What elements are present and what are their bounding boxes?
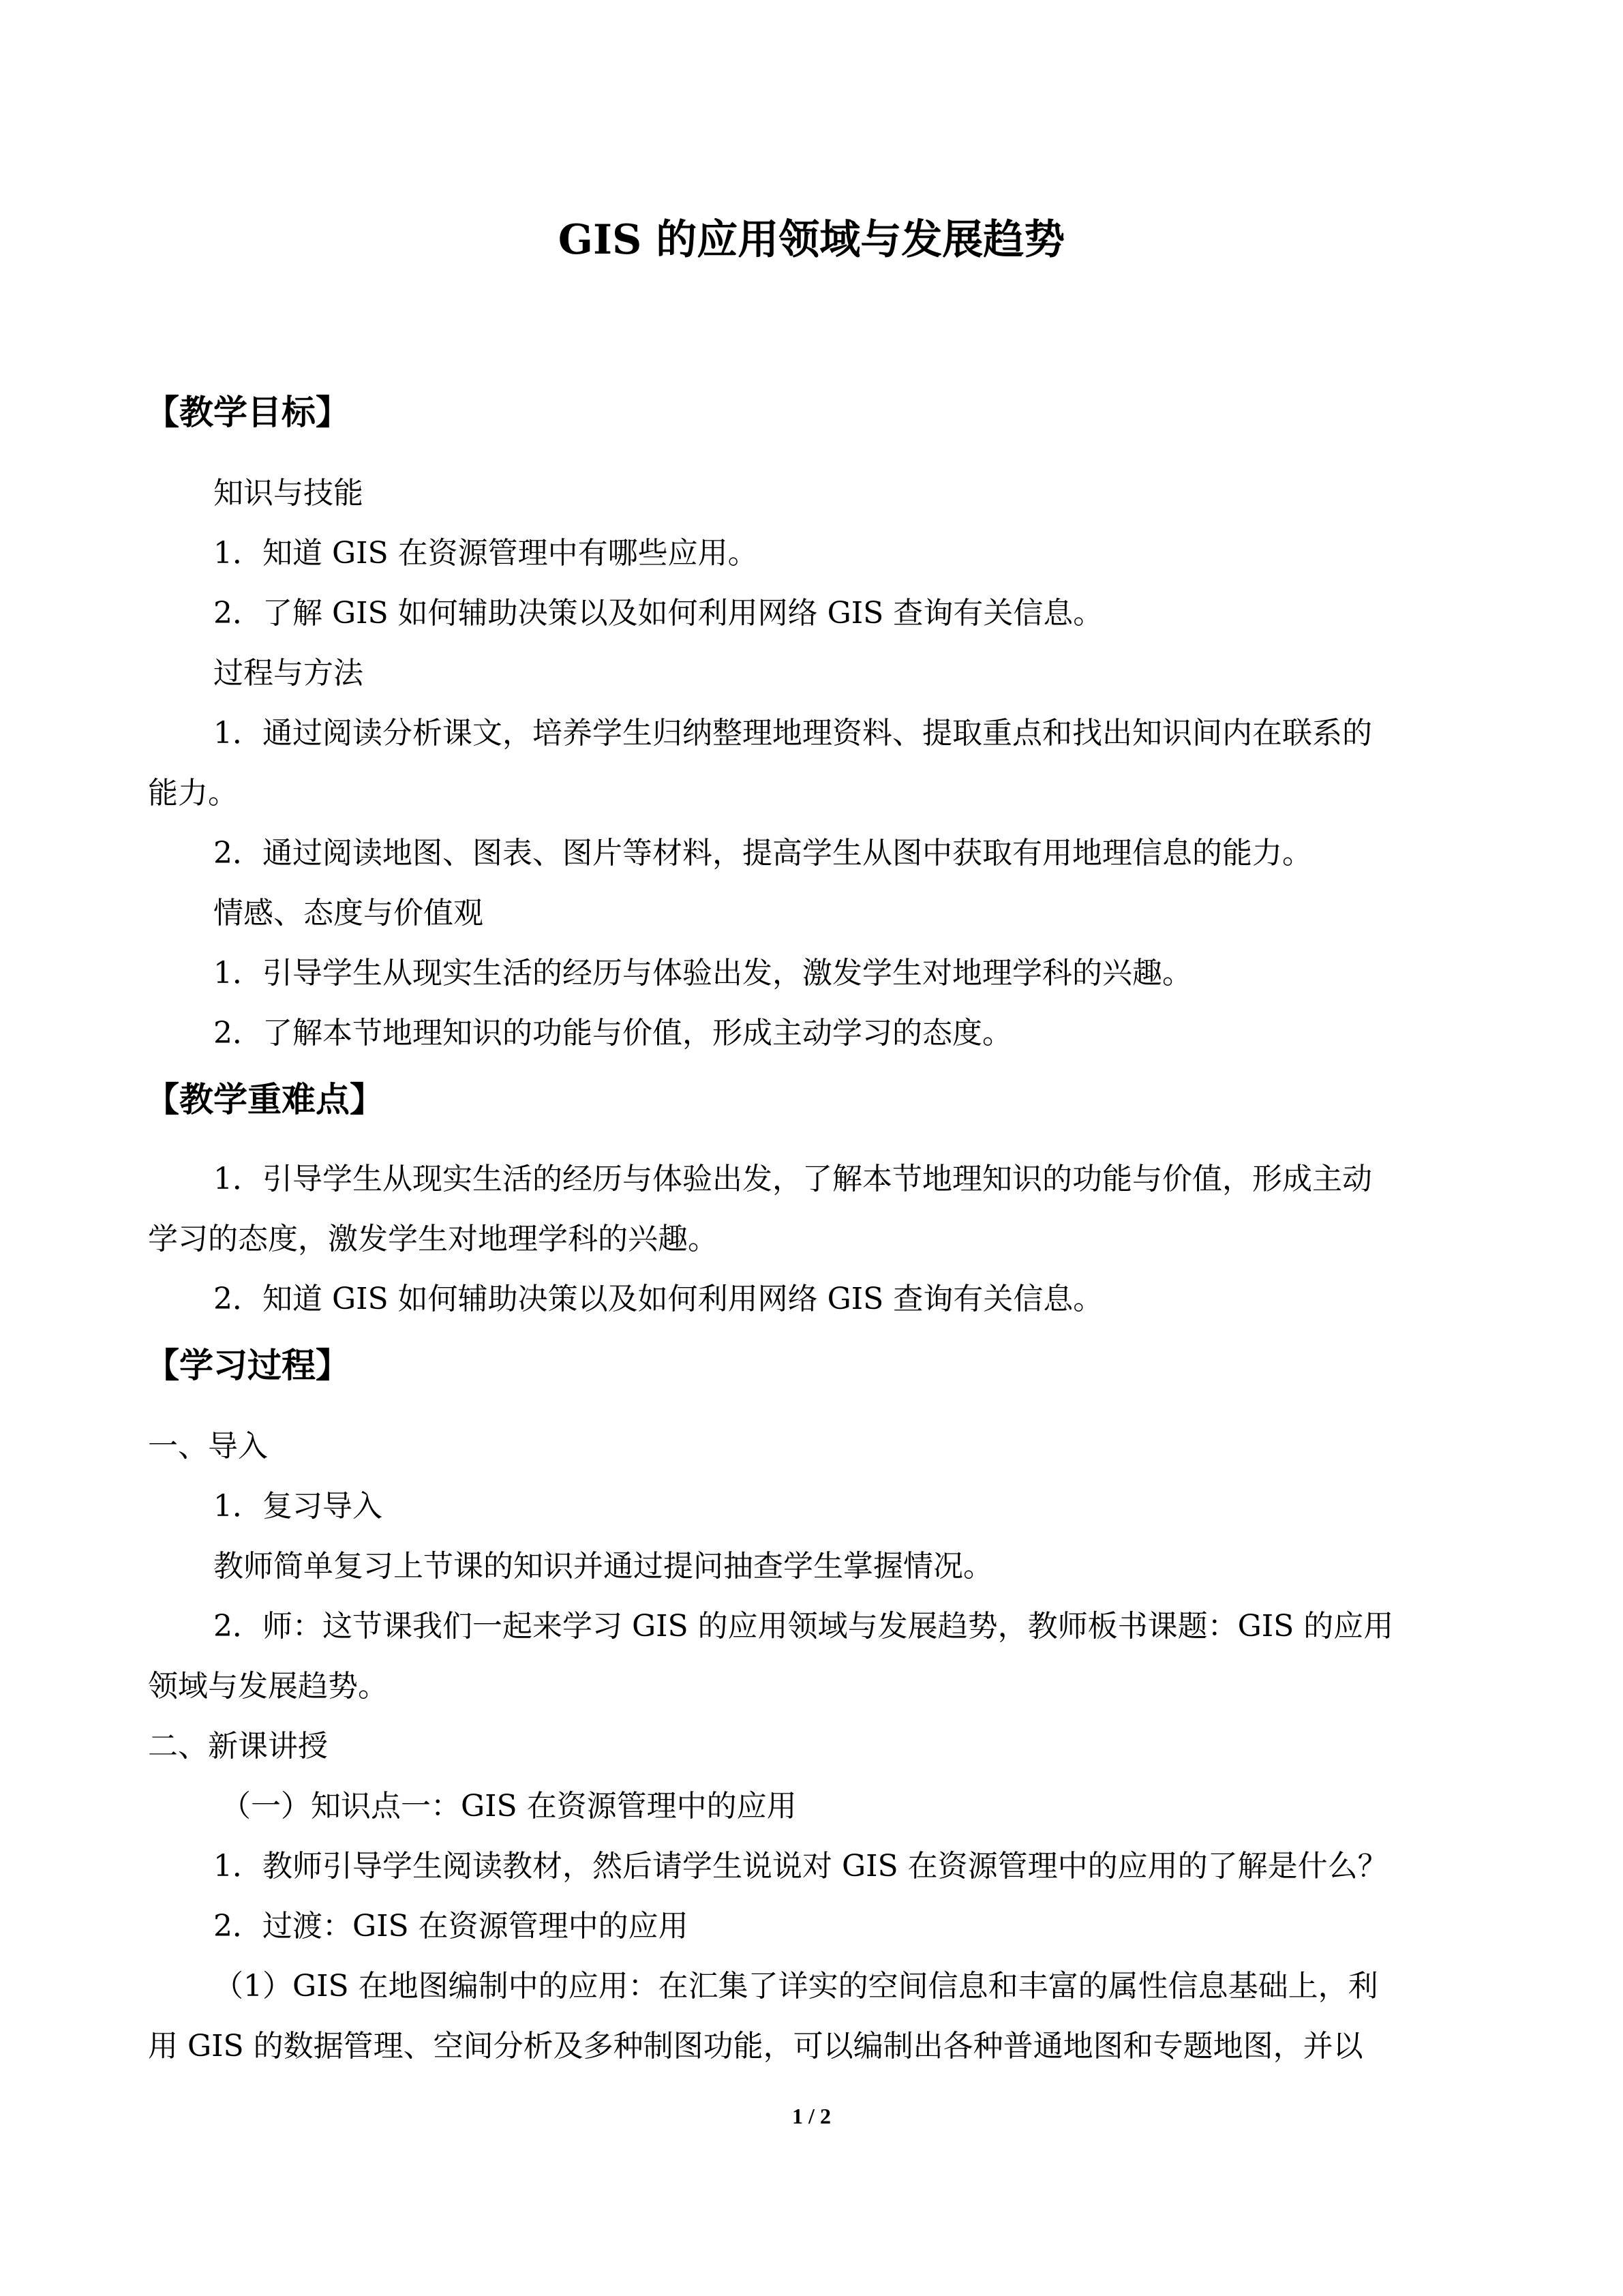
paragraph-line: 二、新课讲授 <box>148 1729 328 1764</box>
paragraph-line: （一）知识点一：GIS 在资源管理中的应用 <box>221 1789 797 1824</box>
paragraph-line: 2．师：这节课我们一起来学习 GIS 的应用领域与发展趋势，教师板书课题：GIS 的应用 <box>213 1609 1394 1644</box>
paragraph-line: 教师简单复习上节课的知识并通过提问抽查学生掌握情况。 <box>213 1549 993 1584</box>
paragraph-line: 一、导入 <box>148 1429 268 1464</box>
paragraph-line: 2．知道 GIS 如何辅助决策以及如何利用网络 GIS 查询有关信息。 <box>213 1282 1104 1316</box>
paragraph-line: 1．引导学生从现实生活的经历与体验出发，激发学生对地理学科的兴趣。 <box>213 956 1192 991</box>
page-number: 1 / 2 <box>792 2104 831 2128</box>
section-heading-objectives: 【教学目标】 <box>145 393 350 432</box>
paragraph-line: 1．教师引导学生阅读教材，然后请学生说说对 GIS 在资源管理中的应用的了解是什么？ <box>213 1849 1388 1884</box>
paragraph-line: 1．通过阅读分析课文，培养学生归纳整理地理资料、提取重点和找出知识间内在联系的 <box>213 716 1372 751</box>
paragraph-line: 1．知道 GIS 在资源管理中有哪些应用。 <box>213 536 758 571</box>
paragraph-line: 用 GIS 的数据管理、空间分析及多种制图功能，可以编制出各种普通地图和专题地图，并以 <box>148 2029 1363 2064</box>
paragraph-line: 知识与技能 <box>213 476 363 511</box>
paragraph-line: 1．复习导入 <box>213 1489 382 1524</box>
section-heading-learning-process: 【学习过程】 <box>145 1346 350 1385</box>
paragraph-line: 过程与方法 <box>213 656 363 691</box>
paragraph-line: 2．过渡：GIS 在资源管理中的应用 <box>213 1909 688 1944</box>
paragraph-line: 2．了解 GIS 如何辅助决策以及如何利用网络 GIS 查询有关信息。 <box>213 596 1104 631</box>
paragraph-line: 能力。 <box>148 776 238 811</box>
paragraph-line: （1）GIS 在地图编制中的应用：在汇集了详实的空间信息和丰富的属性信息基础上，利 <box>213 1969 1378 2004</box>
paragraph-line: 2．了解本节地理知识的功能与价值，形成主动学习的态度。 <box>213 1016 1012 1051</box>
document-title: GIS 的应用领域与发展趋势 <box>558 216 1065 264</box>
section-heading-key-points: 【教学重难点】 <box>145 1080 384 1119</box>
paragraph-line: 学习的态度，激发学生对地理学科的兴趣。 <box>148 1222 718 1256</box>
paragraph-line: 情感、态度与价值观 <box>213 896 483 931</box>
paragraph-line: 2．通过阅读地图、图表、图片等材料，提高学生从图中获取有用地理信息的能力。 <box>213 836 1312 871</box>
paragraph-line: 领域与发展趋势。 <box>148 1669 388 1704</box>
paragraph-line: 1．引导学生从现实生活的经历与体验出发，了解本节地理知识的功能与价值，形成主动 <box>213 1162 1372 1196</box>
